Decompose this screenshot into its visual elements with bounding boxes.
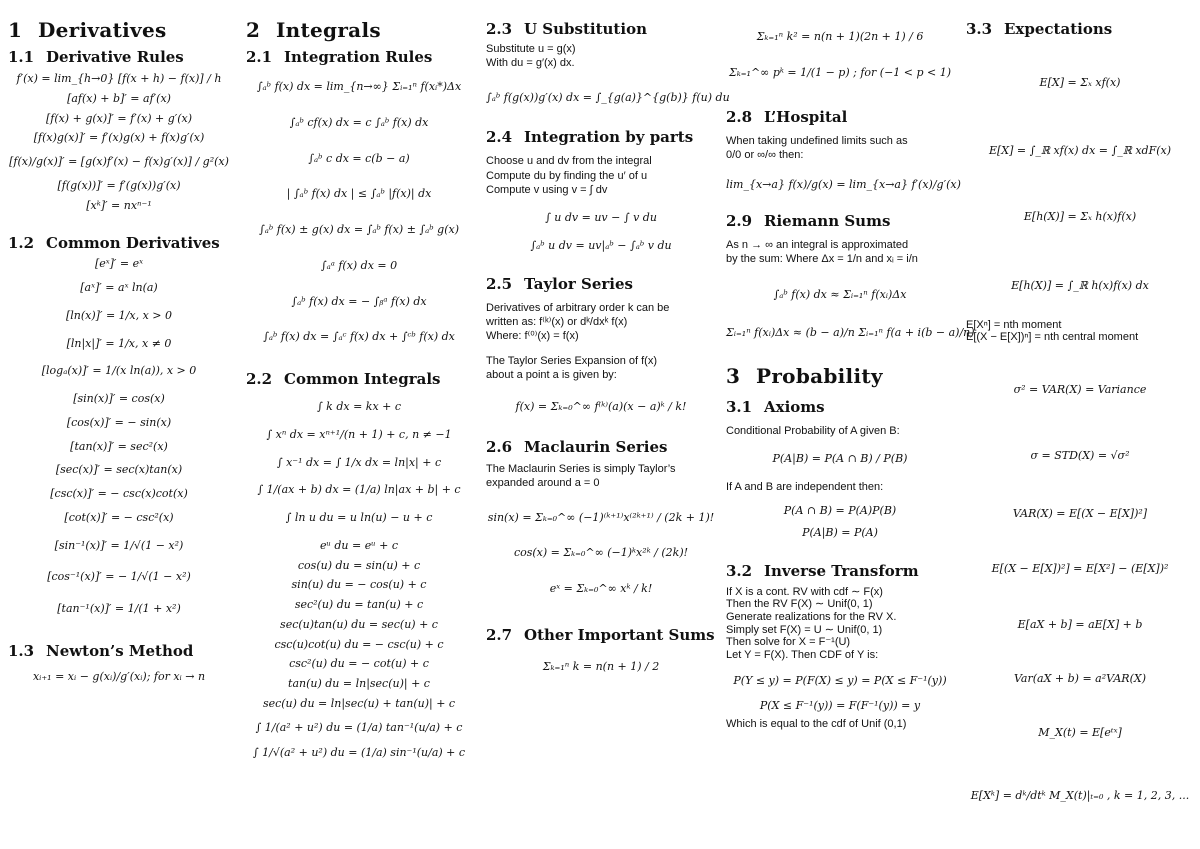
equation: E[X] = ∫_ℝ xf(x) dx = ∫_ℝ xdF(x) xyxy=(988,143,1172,157)
text-line: When taking undefined limits such as xyxy=(726,134,908,147)
equation: ∫ x⁻¹ dx = ∫ 1/x dx = ln|x| + c xyxy=(276,455,442,469)
text-line: Then solve for X = F⁻¹(U) xyxy=(726,636,851,649)
text-line: Compute v using v = ∫ dv xyxy=(486,183,608,196)
equation: [af(x) + b]′ = af′(x) xyxy=(67,91,171,105)
equation: ∫ 1/√(a² + u²) du = (1/a) sin⁻¹(u/a) + c xyxy=(252,746,466,760)
subsection-riemann-sums: 2.9 Riemann Sums xyxy=(726,211,891,230)
equation: [cos(x)]′ = − sin(x) xyxy=(66,415,172,429)
text-line: The Maclaurin Series is simply Taylor’s xyxy=(486,462,676,475)
section-integrals: 2 Integrals xyxy=(246,18,381,42)
section-probability: 3 Probability xyxy=(726,363,883,388)
equation: ∫ₐᵇ f(x) dx ≈ Σᵢ₌₁ⁿ f(xᵢ)Δx xyxy=(773,288,907,302)
text-line: about a point a is given by: xyxy=(486,368,617,381)
equation: ∫ 1/(ax + b) dx = (1/a) ln|ax + b| + c xyxy=(257,483,461,497)
equation: [cot(x)]′ = − csc²(x) xyxy=(64,510,174,524)
common-derivatives-list xyxy=(8,257,230,616)
column-1 xyxy=(8,0,230,849)
subsection-other-important-sums: 2.7 Other Important Sums xyxy=(486,625,715,644)
subsection-taylor-series: 2.5 Taylor Series xyxy=(486,274,633,293)
equation: eˣ = Σₖ₌₀^∞ xᵏ / k! xyxy=(549,582,653,596)
equation: [eˣ]′ = eˣ xyxy=(94,257,144,271)
column-5 xyxy=(966,0,1194,849)
equation: [sec(x)]′ = sec(x)tan(x) xyxy=(55,463,183,477)
text-line: With du = g′(x) dx. xyxy=(486,57,575,70)
text-line: Where: f⁽⁰⁾(x) = f(x) xyxy=(486,330,579,343)
subsection-integration-rules: 2.1 Integration Rules xyxy=(246,48,433,66)
subsection-maclaurin-series: 2.6 Maclaurin Series xyxy=(486,437,668,456)
equation: sec(u) du = ln|sec(u) + tan(u)| + c xyxy=(262,696,456,710)
section-derivatives: 1 Derivatives xyxy=(8,18,167,42)
equation: ∫ₐᵇ c dx = c(b − a) xyxy=(308,151,410,165)
subsection-integration-by-parts: 2.4 Integration by parts xyxy=(486,128,694,147)
subsection-axioms: 3.1 Axioms xyxy=(726,397,825,416)
equation: [csc(x)]′ = − csc(x)cot(x) xyxy=(50,487,188,500)
equation: sec²(u) du = tan(u) + c xyxy=(294,598,424,611)
equation: ∫ₐᵃ f(x) dx = 0 xyxy=(320,258,398,272)
text-line: If A and B are independent then: xyxy=(726,480,884,493)
equation: ∫ u dv = uv − ∫ v du xyxy=(545,211,657,225)
equation: | ∫ₐᵇ f(x) dx | ≤ ∫ₐᵇ |f(x)| dx xyxy=(286,187,432,201)
equation: VAR(X) = E[(X − E[X])²] xyxy=(1012,506,1148,520)
equation: ∫ₐᵇ u dv = uv|ₐᵇ − ∫ₐᵇ v du xyxy=(530,238,672,252)
equation: sin(x) = Σₖ₌₀^∞ (−1)⁽ᵏ⁺¹⁾x⁽²ᵏ⁺¹⁾ / (2k + 1)! xyxy=(487,510,715,524)
equation: P(A ∩ B) = P(A)P(B) xyxy=(783,504,897,518)
equation: P(A|B) = P(A ∩ B) / P(B) xyxy=(772,452,908,466)
text-line: Derivatives of arbitrary order k can be xyxy=(486,301,670,314)
text-line: The Taylor Series Expansion of f(x) xyxy=(486,354,657,367)
text-line: Compute du by finding the u′ of u xyxy=(486,169,648,182)
equation: ∫ₐᵇ f(x) ± g(x) dx = ∫ₐᵇ f(x) ± ∫ₐᵇ g(x) xyxy=(258,223,459,236)
text-line: Let Y = F(X). Then CDF of Y is: xyxy=(726,648,879,661)
equation: [ln(x)]′ = 1/x, x > 0 xyxy=(66,308,172,322)
equation: cos(u) du = sin(u) + c xyxy=(297,558,421,572)
text-line: E[(X − E[X])ⁿ] = nth central moment xyxy=(966,331,1139,344)
equation: [f(x)g(x)]′ = f′(x)g(x) + f(x)g′(x) xyxy=(33,131,205,145)
text-line: If X is a cont. RV with cdf ∼ F(x) xyxy=(726,585,883,598)
equation: ∫ ln u du = u ln(u) − u + c xyxy=(285,511,433,524)
equation: ∫ 1/(a² + u²) du = (1/a) tan⁻¹(u/a) + c xyxy=(255,720,463,734)
subsection-derivative-rules: 1.1 Derivative Rules xyxy=(8,48,184,66)
common-integrals-list xyxy=(246,400,472,760)
column-4 xyxy=(726,0,975,849)
equation: P(Y ≤ y) = P(F(X) ≤ y) = P(X ≤ F⁻¹(y)) xyxy=(733,673,947,687)
text-line: Generate realizations for the RV X. xyxy=(726,611,897,624)
equation: ∫ k dx = kx + c xyxy=(316,400,402,413)
column-2 xyxy=(246,0,472,849)
equation: f(x) = Σₖ₌₀^∞ f⁽ᵏ⁾(a)(x − a)ᵏ / k! xyxy=(515,400,687,414)
text-line: expanded around a = 0 xyxy=(486,477,600,490)
equation: E[h(X)] = Σₓ h(x)f(x) xyxy=(1023,209,1137,223)
equation: sec(u)tan(u) du = sec(u) + c xyxy=(280,617,438,631)
text-line: Choose u and dv from the integral xyxy=(486,155,652,168)
equation: Σₖ₌₁ⁿ k² = n(n + 1)(2n + 1) / 6 xyxy=(756,30,924,43)
equation: E[Xᵏ] = dᵏ/dtᵏ M_X(t)|ₜ₌₀ , k = 1, 2, 3, ... xyxy=(970,789,1190,803)
text-line: Substitute u = g(x) xyxy=(486,43,576,55)
subsection-newtons-method: 1.3 Newton’s Method xyxy=(8,641,194,660)
equation: [xᵏ]′ = nxⁿ⁻¹ xyxy=(86,198,152,212)
text-line: Which is equal to the cdf of Unif (0,1) xyxy=(726,718,907,731)
equation: csc(u)cot(u) du = − csc(u) + c xyxy=(274,637,444,651)
equation: [aˣ]′ = aˣ ln(a) xyxy=(80,281,158,294)
equation: cos(x) = Σₖ₌₀^∞ (−1)ᵏx²ᵏ / (2k)! xyxy=(513,546,689,560)
inverse-transform-lines xyxy=(726,586,954,662)
text-line: Conditional Probability of A given B: xyxy=(726,424,900,437)
equation: Σₖ₌₁^∞ pᵏ = 1/(1 − p) ; for (−1 < p < 1) xyxy=(728,65,952,79)
subsection-expectations: 3.3 Expectations xyxy=(966,20,1113,38)
equation: E[aX + b] = aE[X] + b xyxy=(1017,618,1143,632)
text-line: Then the RV F(X) ∼ Unif(0, 1) xyxy=(726,598,873,611)
equation: csc²(u) du = − cot(u) + c xyxy=(289,657,429,671)
equation: eᵘ du = eᵘ + c xyxy=(320,538,398,552)
text-line: E[Xⁿ] = nth moment xyxy=(966,319,1062,331)
equation: [tan(x)]′ = sec²(x) xyxy=(70,439,168,453)
equation: sin(u) du = − cos(u) + c xyxy=(291,578,427,592)
equation: ∫ₐᵇ f(x) dx = − ∫ᵦᵃ f(x) dx xyxy=(291,294,427,308)
equation: ∫ₐᵇ f(g(x))g′(x) dx = ∫_{g(a)}^{g(b)} f(u) du xyxy=(486,90,730,104)
subsection-common-integrals: 2.2 Common Integrals xyxy=(246,370,441,388)
equation: E[h(X)] = ∫_ℝ h(x)f(x) dx xyxy=(1011,279,1149,293)
equation: tan(u) du = ln|sec(u)| + c xyxy=(288,677,430,690)
equation: σ = STD(X) = √σ² xyxy=(1030,448,1130,462)
equation: Σᵢ₌₁ⁿ f(xᵢ)Δx ≈ (b − a)/n Σᵢ₌₁ⁿ f(a + i(b − a)/n) xyxy=(726,326,975,340)
equation: [cos⁻¹(x)]′ = − 1/√(1 − x²) xyxy=(47,570,191,584)
equation: lim_{x→a} f(x)/g(x) = lim_{x→a} f′(x)/g′(x) xyxy=(726,178,961,192)
equation: ∫ₐᵇ f(x) dx = lim_{n→∞} Σᵢ₌₁ⁿ f(xᵢ*)Δx xyxy=(256,80,462,93)
integration-rules-list xyxy=(246,80,472,344)
subsection-common-derivatives: 1.2 Common Derivatives xyxy=(8,234,220,253)
equation: ∫ₐᵇ f(x) dx = ∫ₐᶜ f(x) dx + ∫ᶜᵇ f(x) dx xyxy=(263,330,455,344)
equation: Σₖ₌₁ⁿ k = n(n + 1) / 2 xyxy=(542,659,660,673)
equation: M_X(t) = E[eᵗˣ] xyxy=(1038,725,1122,739)
equation: [f(x) + g(x)]′ = f′(x) + g′(x) xyxy=(45,111,193,125)
equation: [sin(x)]′ = cos(x) xyxy=(73,392,165,405)
equation: [ln|x|]′ = 1/x, x ≠ 0 xyxy=(66,336,172,350)
equation: [f(x)/g(x)]′ = [g(x)f′(x) − f(x)g′(x)] / g²(x) xyxy=(9,155,229,168)
text-line: by the sum: Where Δx = 1/n and xᵢ = i/n xyxy=(726,253,918,266)
equation: [sin⁻¹(x)]′ = 1/√(1 − x²) xyxy=(54,538,184,552)
text-line: Simply set F(X) = U ∼ Unif(0, 1) xyxy=(726,623,883,636)
equation: ∫ₐᵇ cf(x) dx = c ∫ₐᵇ f(x) dx xyxy=(289,115,429,129)
text-line: written as: f⁽ᵏ⁾(x) or dᵏ/dxᵏ f(x) xyxy=(486,316,628,329)
equation: f′(x) = lim_{h→0} [f(x + h) − f(x)] / h xyxy=(16,72,222,85)
equation: [logₐ(x)]′ = 1/(x ln(a)), x > 0 xyxy=(41,364,197,378)
equation: σ² = VAR(X) = Variance xyxy=(1013,383,1147,397)
equation: ∫ xⁿ dx = xⁿ⁺¹/(n + 1) + c, n ≠ −1 xyxy=(266,427,452,441)
subsection-u-substitution: 2.3 U Substitution xyxy=(486,20,647,38)
text-line: As n → ∞ an integral is approximated xyxy=(726,238,909,251)
equation: [tan⁻¹(x)]′ = 1/(1 + x²) xyxy=(57,602,181,615)
equation: P(X ≤ F⁻¹(y)) = F(F⁻¹(y)) = y xyxy=(759,699,921,713)
equation: E[X] = Σₓ xf(x) xyxy=(1039,76,1121,89)
equation: [f(g(x))]′ = f′(g(x))g′(x) xyxy=(57,178,181,192)
equation: E[(X − E[X])²] = E[X²] − (E[X])² xyxy=(991,562,1169,576)
subsection-inverse-transform: 3.2 Inverse Transform xyxy=(726,561,919,580)
subsection-lhospital: 2.8 L’Hospital xyxy=(726,107,848,126)
equation: P(A|B) = P(A) xyxy=(802,526,878,540)
derivative-rules-list xyxy=(8,72,230,212)
equation: xᵢ₊₁ = xᵢ − g(xᵢ)/g′(xᵢ); for xᵢ → n xyxy=(32,669,206,683)
equation: Var(aX + b) = a²VAR(X) xyxy=(1014,671,1146,685)
text-line: 0/0 or ∞/∞ then: xyxy=(726,148,804,161)
column-3 xyxy=(486,0,730,849)
